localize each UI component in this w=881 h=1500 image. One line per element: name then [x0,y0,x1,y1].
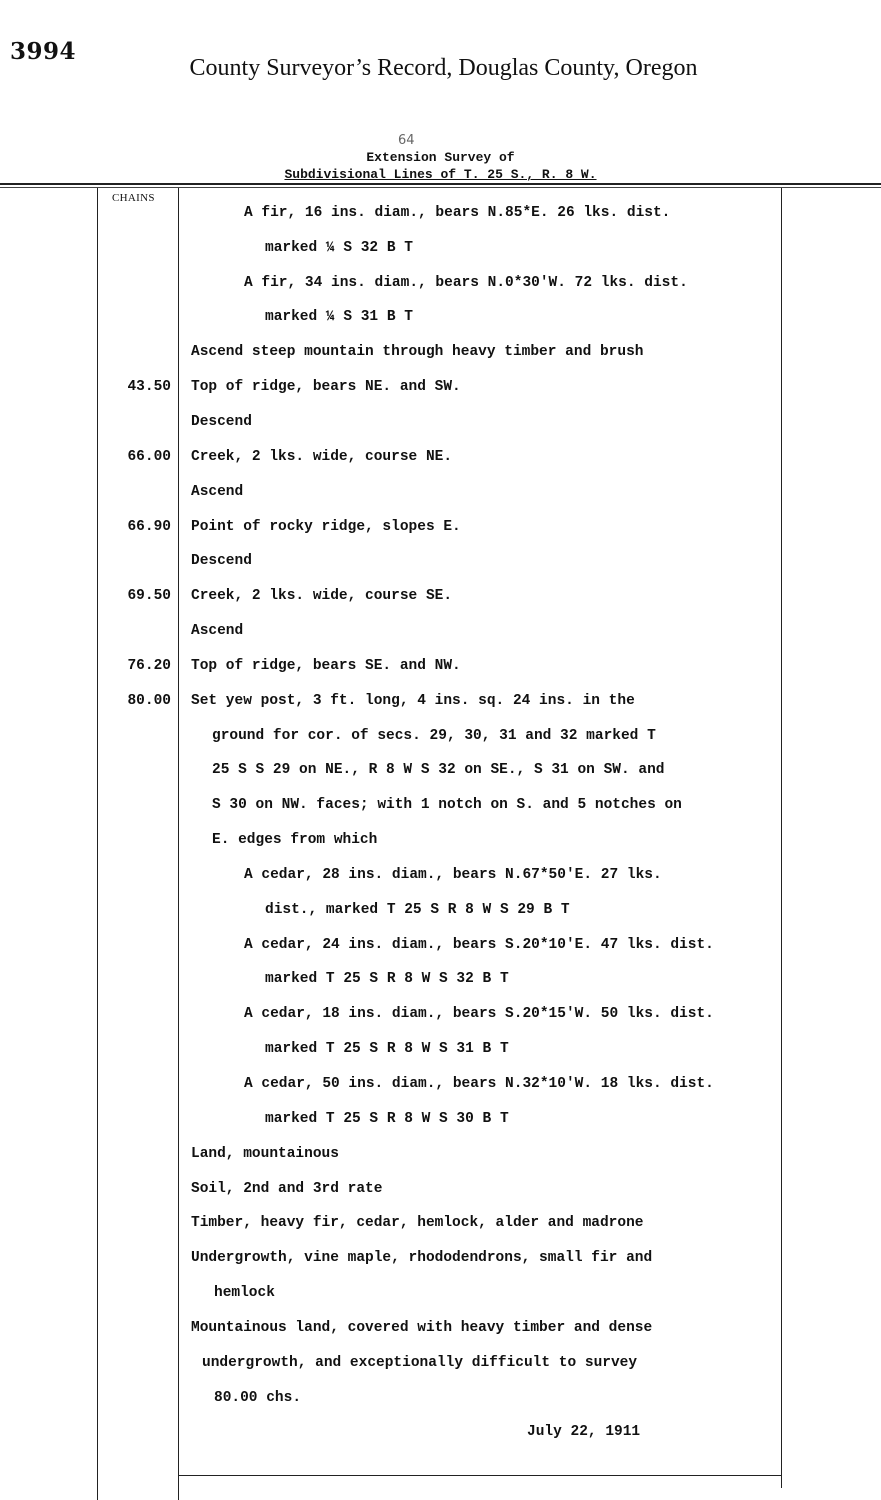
record-row [0,1111,881,1133]
record-row [0,1390,881,1412]
handwritten-mark: 64 [398,133,415,148]
record-text: 80.00 chs. [214,1390,302,1406]
record-row [0,1320,881,1342]
record-row [0,937,881,959]
record-row [0,275,881,297]
record-text: S 30 on NW. faces; with 1 notch on S. and 5 notches on [212,797,682,813]
record-row [0,971,881,993]
chain-distance: 66.00 [127,449,171,465]
record-row [0,519,881,541]
record-text: A cedar, 50 ins. diam., bears N.32*10'W. 18 lks. dist. [244,1076,714,1092]
record-row [0,1076,881,1098]
top-rule-secondary [0,187,881,188]
record-text: Top of ridge, bears NE. and SW. [191,379,461,395]
record-text: marked ¼ S 32 B T [265,240,413,256]
record-row [0,1146,881,1168]
record-text: A cedar, 18 ins. diam., bears S.20*15'W. 50 lks. dist. [244,1006,714,1022]
record-row [0,797,881,819]
record-row [0,588,881,610]
record-row [0,1250,881,1272]
record-text: dist., marked T 25 S R 8 W S 29 B T [265,902,570,918]
record-text: hemlock [214,1285,275,1301]
top-rule [0,183,881,185]
record-text: Ascend [191,623,244,639]
chains-column-header: CHAINS [112,192,155,204]
record-text: Undergrowth, vine maple, rhododendrons, small fir and [191,1250,653,1266]
record-row [0,553,881,575]
record-row [0,414,881,436]
record-text: ground for cor. of secs. 29, 30, 31 and 32 marked T [212,728,656,744]
record-text: Mountainous land, covered with heavy timber and dense [191,1320,653,1336]
record-text: Descend [191,414,252,430]
record-row [0,623,881,645]
record-row [0,449,881,471]
record-row [0,379,881,401]
chain-distance: 76.20 [127,658,171,674]
chain-distance: 69.50 [127,588,171,604]
record-row [0,1424,881,1446]
record-row [0,344,881,366]
chain-distance: 43.50 [127,379,171,395]
running-head: County Surveyor’s Record, Douglas County, Oregon [189,55,698,81]
record-text: Descend [191,553,252,569]
record-row [0,693,881,715]
record-text: A fir, 16 ins. diam., bears N.85*E. 26 lks. dist. [244,205,671,221]
page-number: 3994 [10,38,77,65]
record-text: Ascend steep mountain through heavy timber and brush [191,344,644,360]
record-text: marked T 25 S R 8 W S 30 B T [265,1111,509,1127]
record-text: undergrowth, and exceptionally difficult to survey [202,1355,638,1371]
record-text: E. edges from which [212,832,378,848]
bottom-rule [178,1475,782,1476]
record-text: Top of ridge, bears SE. and NW. [191,658,461,674]
record-text: marked ¼ S 31 B T [265,309,413,325]
record-text: Set yew post, 3 ft. long, 4 ins. sq. 24 ins. in the [191,693,635,709]
record-row [0,867,881,889]
record-text: marked T 25 S R 8 W S 32 B T [265,971,509,987]
record-row [0,1041,881,1063]
chain-distance: 66.90 [127,519,171,535]
record-row [0,205,881,227]
record-row [0,1285,881,1307]
record-text: Creek, 2 lks. wide, course NE. [191,449,453,465]
record-row [0,484,881,506]
record-text: Creek, 2 lks. wide, course SE. [191,588,453,604]
chain-distance: 80.00 [127,693,171,709]
record-text: A fir, 34 ins. diam., bears N.0*30'W. 72 lks. dist. [244,275,688,291]
record-text: A cedar, 24 ins. diam., bears S.20*10'E. 47 lks. dist. [244,937,714,953]
record-row [0,902,881,924]
record-text: 25 S S 29 on NE., R 8 W S 32 on SE., S 31 on SW. and [212,762,665,778]
record-text: Timber, heavy fir, cedar, hemlock, alder and madrone [191,1215,644,1231]
record-text: Soil, 2nd and 3rd rate [191,1181,383,1197]
record-row [0,309,881,331]
record-row [0,762,881,784]
record-row [0,240,881,262]
survey-title: Extension Survey of [366,150,515,165]
record-text: A cedar, 28 ins. diam., bears N.67*50'E. 27 lks. [244,867,662,883]
record-row [0,1181,881,1203]
record-text: Ascend [191,484,244,500]
record-row [0,832,881,854]
record-row [0,1006,881,1028]
record-text: Point of rocky ridge, slopes E. [191,519,461,535]
record-row [0,1355,881,1377]
record-row [0,1215,881,1237]
record-text: marked T 25 S R 8 W S 31 B T [265,1041,509,1057]
record-text: July 22, 1911 [527,1424,641,1440]
survey-subtitle: Subdivisional Lines of T. 25 S., R. 8 W. [284,167,597,182]
record-text: Land, mountainous [191,1146,339,1162]
record-row [0,728,881,750]
record-row [0,658,881,680]
